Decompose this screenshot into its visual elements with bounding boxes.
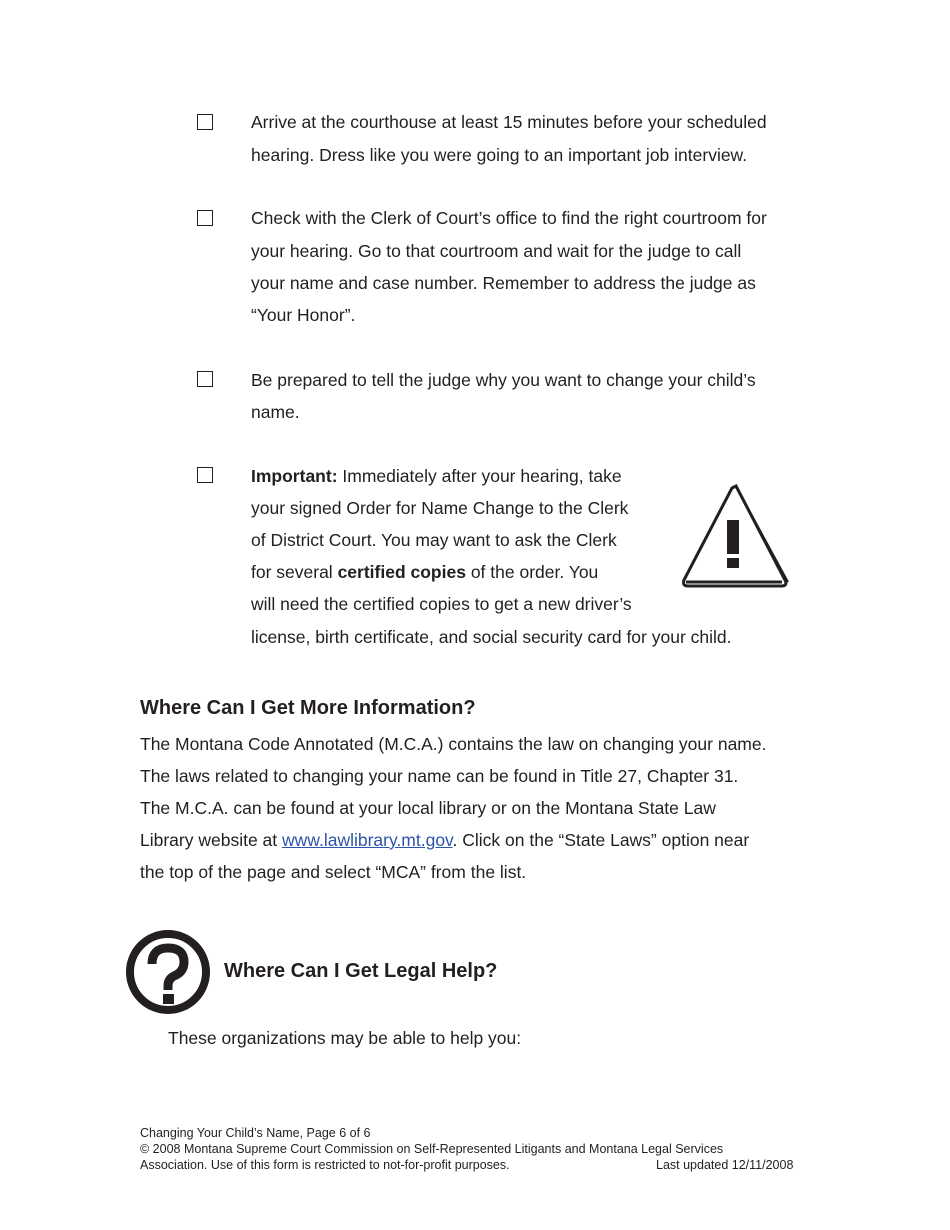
more-info-line-4 xyxy=(140,830,749,850)
footer-page-info: Changing Your Child’s Name, Page 6 of 6 xyxy=(140,1126,371,1140)
checklist-item-3-line-2: name. xyxy=(251,402,300,422)
footer-usage: Association. Use of this form is restricted to not-for-profit purposes. xyxy=(140,1158,510,1172)
checklist-checkbox-4[interactable] xyxy=(197,467,213,483)
checklist-item-1-line-1: Arrive at the courthouse at least 15 minutes before your scheduled xyxy=(251,112,767,132)
important-line-4 xyxy=(251,562,598,582)
checklist-item-1-line-2: hearing. Dress like you were going to an important job interview. xyxy=(251,145,748,165)
more-info-line-3: The M.C.A. can be found at your local library or on the Montana State Law xyxy=(140,798,716,818)
important-line-4-a: for several xyxy=(251,562,338,582)
important-line-1 xyxy=(251,466,622,486)
law-library-link[interactable]: www.lawlibrary.mt.gov xyxy=(282,830,453,850)
question-circle-icon xyxy=(124,928,212,1016)
footer-copyright: © 2008 Montana Supreme Court Commission on Self-Represented Litigants and Montana Legal Services xyxy=(140,1142,724,1156)
important-line-4-b: of the order. You xyxy=(465,562,599,582)
important-line-3: of District Court. You may want to ask the Clerk xyxy=(251,530,617,550)
important-line-1-text: Immediately after your hearing, take xyxy=(337,466,622,486)
checklist-checkbox-1[interactable] xyxy=(197,114,213,130)
more-info-heading: Where Can I Get More Information? xyxy=(140,697,476,719)
important-line-6: license, birth certificate, and social security card for your child. xyxy=(251,627,732,647)
checklist-item-2-line-2: your hearing. Go to that courtroom and wait for the judge to call xyxy=(251,241,742,261)
checklist-item-3-line-1: Be prepared to tell the judge why you want to change your child’s xyxy=(251,370,756,390)
footer-last-updated: Last updated 12/11/2008 xyxy=(656,1158,794,1172)
more-info-line-4-suffix: . Click on the “State Laws” option near xyxy=(452,830,750,850)
checklist-checkbox-3[interactable] xyxy=(197,371,213,387)
more-info-line-5: the top of the page and select “MCA” from the list. xyxy=(140,862,527,882)
important-line-2: your signed Order for Name Change to the Clerk xyxy=(251,498,629,518)
more-info-line-2: The laws related to changing your name can be found in Title 27, Chapter 31. xyxy=(140,766,739,786)
checklist-item-2-line-3: your name and case number. Remember to address the judge as xyxy=(251,273,756,293)
important-line-5: will need the certified copies to get a new driver’s xyxy=(251,594,632,614)
legal-help-heading: Where Can I Get Legal Help? xyxy=(224,960,498,982)
legal-help-intro: These organizations may be able to help you: xyxy=(168,1028,522,1048)
checklist-checkbox-2[interactable] xyxy=(197,210,213,226)
important-label: Important: xyxy=(251,466,338,486)
checklist-item-2-line-4: “Your Honor”. xyxy=(251,305,356,325)
warning-triangle-icon xyxy=(676,482,792,590)
checklist-item-2-line-1: Check with the Clerk of Court’s office to find the right courtroom for xyxy=(251,208,767,228)
certified-copies-text: certified copies xyxy=(337,562,466,582)
more-info-line-1: The Montana Code Annotated (M.C.A.) contains the law on changing your name. xyxy=(140,734,767,754)
more-info-line-4-prefix: Library website at xyxy=(140,830,283,850)
